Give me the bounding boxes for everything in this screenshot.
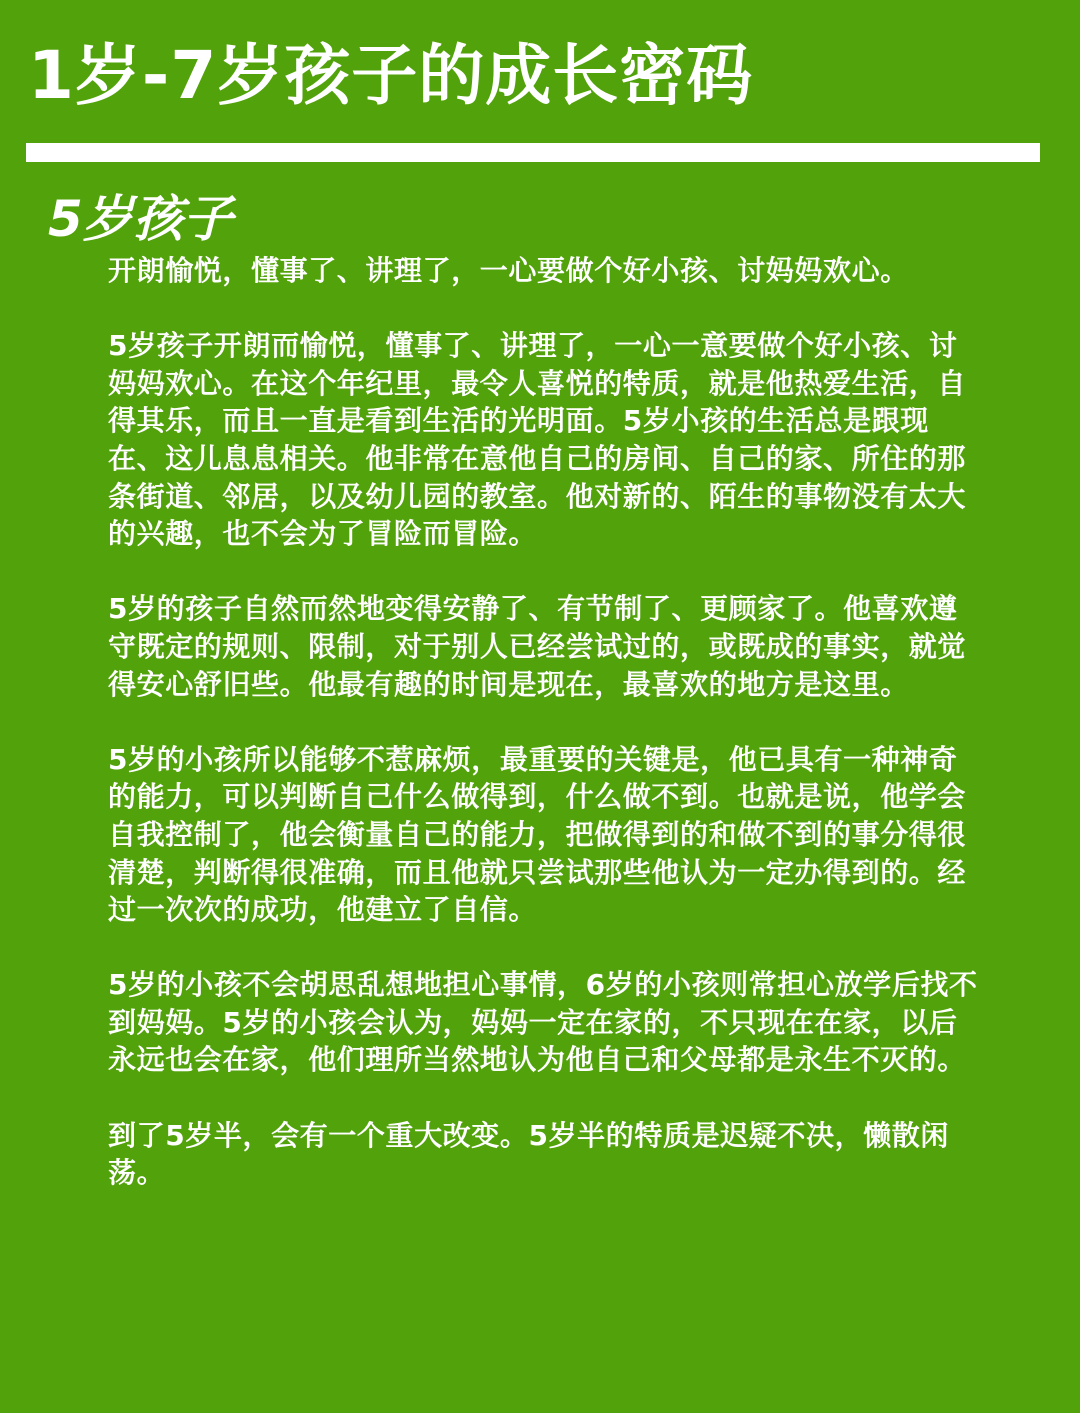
section-title: 5岁孩子 <box>48 190 233 248</box>
body-paragraph-5: 到了5岁半，会有一个重大改变。5岁半的特质是迟疑不决，懒散闲荡。 <box>108 1118 949 1190</box>
title-divider <box>26 143 1040 162</box>
article-body <box>108 252 978 1192</box>
body-paragraph-3: 5岁的小孩所以能够不惹麻烦，最重要的关键是，他已具有一种神奇的能力，可以判断自己什么做得到，什么做不到。也就是说，他学会自我控制了，他会衡量自己的能力，把做得到的和做不到的事分得很清楚，判断得很准确，而且他就只尝试那些他认为一定办得到的。经过一次次的成功，他建立了自信。 <box>108 742 967 927</box>
body-paragraph-1: 5岁孩子开朗而愉悦，懂事了、讲理了，一心一意要做个好小孩、讨妈妈欢心。在这个年纪里，最令人喜悦的特质，就是他热爱生活，自得其乐，而且一直是看到生活的光明面。5岁小孩的生活总是跟现在、这儿息息相关。他非常在意他自己的房间、自己的家、所住的那条街道、邻居，以及幼儿园的教室。他对新的、陌生的事物没有太大的兴趣，也不会为了冒险而冒险。 <box>108 329 967 551</box>
page-title: 1岁-7岁孩子的成长密码 <box>28 37 754 114</box>
body-paragraph-2: 5岁的孩子自然而然地变得安静了、有节制了、更顾家了。他喜欢遵守既定的规则、限制，对于别人已经尝试过的，或既成的事实，就觉得安心舒旧些。他最有趣的时间是现在，最喜欢的地方是这里。 <box>108 592 967 701</box>
body-paragraph-4: 5岁的小孩不会胡思乱想地担心事情，6岁的小孩则常担心放学后找不到妈妈。5岁的小孩会认为，妈妈一定在家的，不只现在在家，以后永远也会在家，他们理所当然地认为他自己和父母都是永生不灭的。 <box>108 968 978 1077</box>
summary-paragraph: 开朗愉悦，懂事了、讲理了，一心要做个好小孩、讨妈妈欢心。 <box>108 254 909 287</box>
